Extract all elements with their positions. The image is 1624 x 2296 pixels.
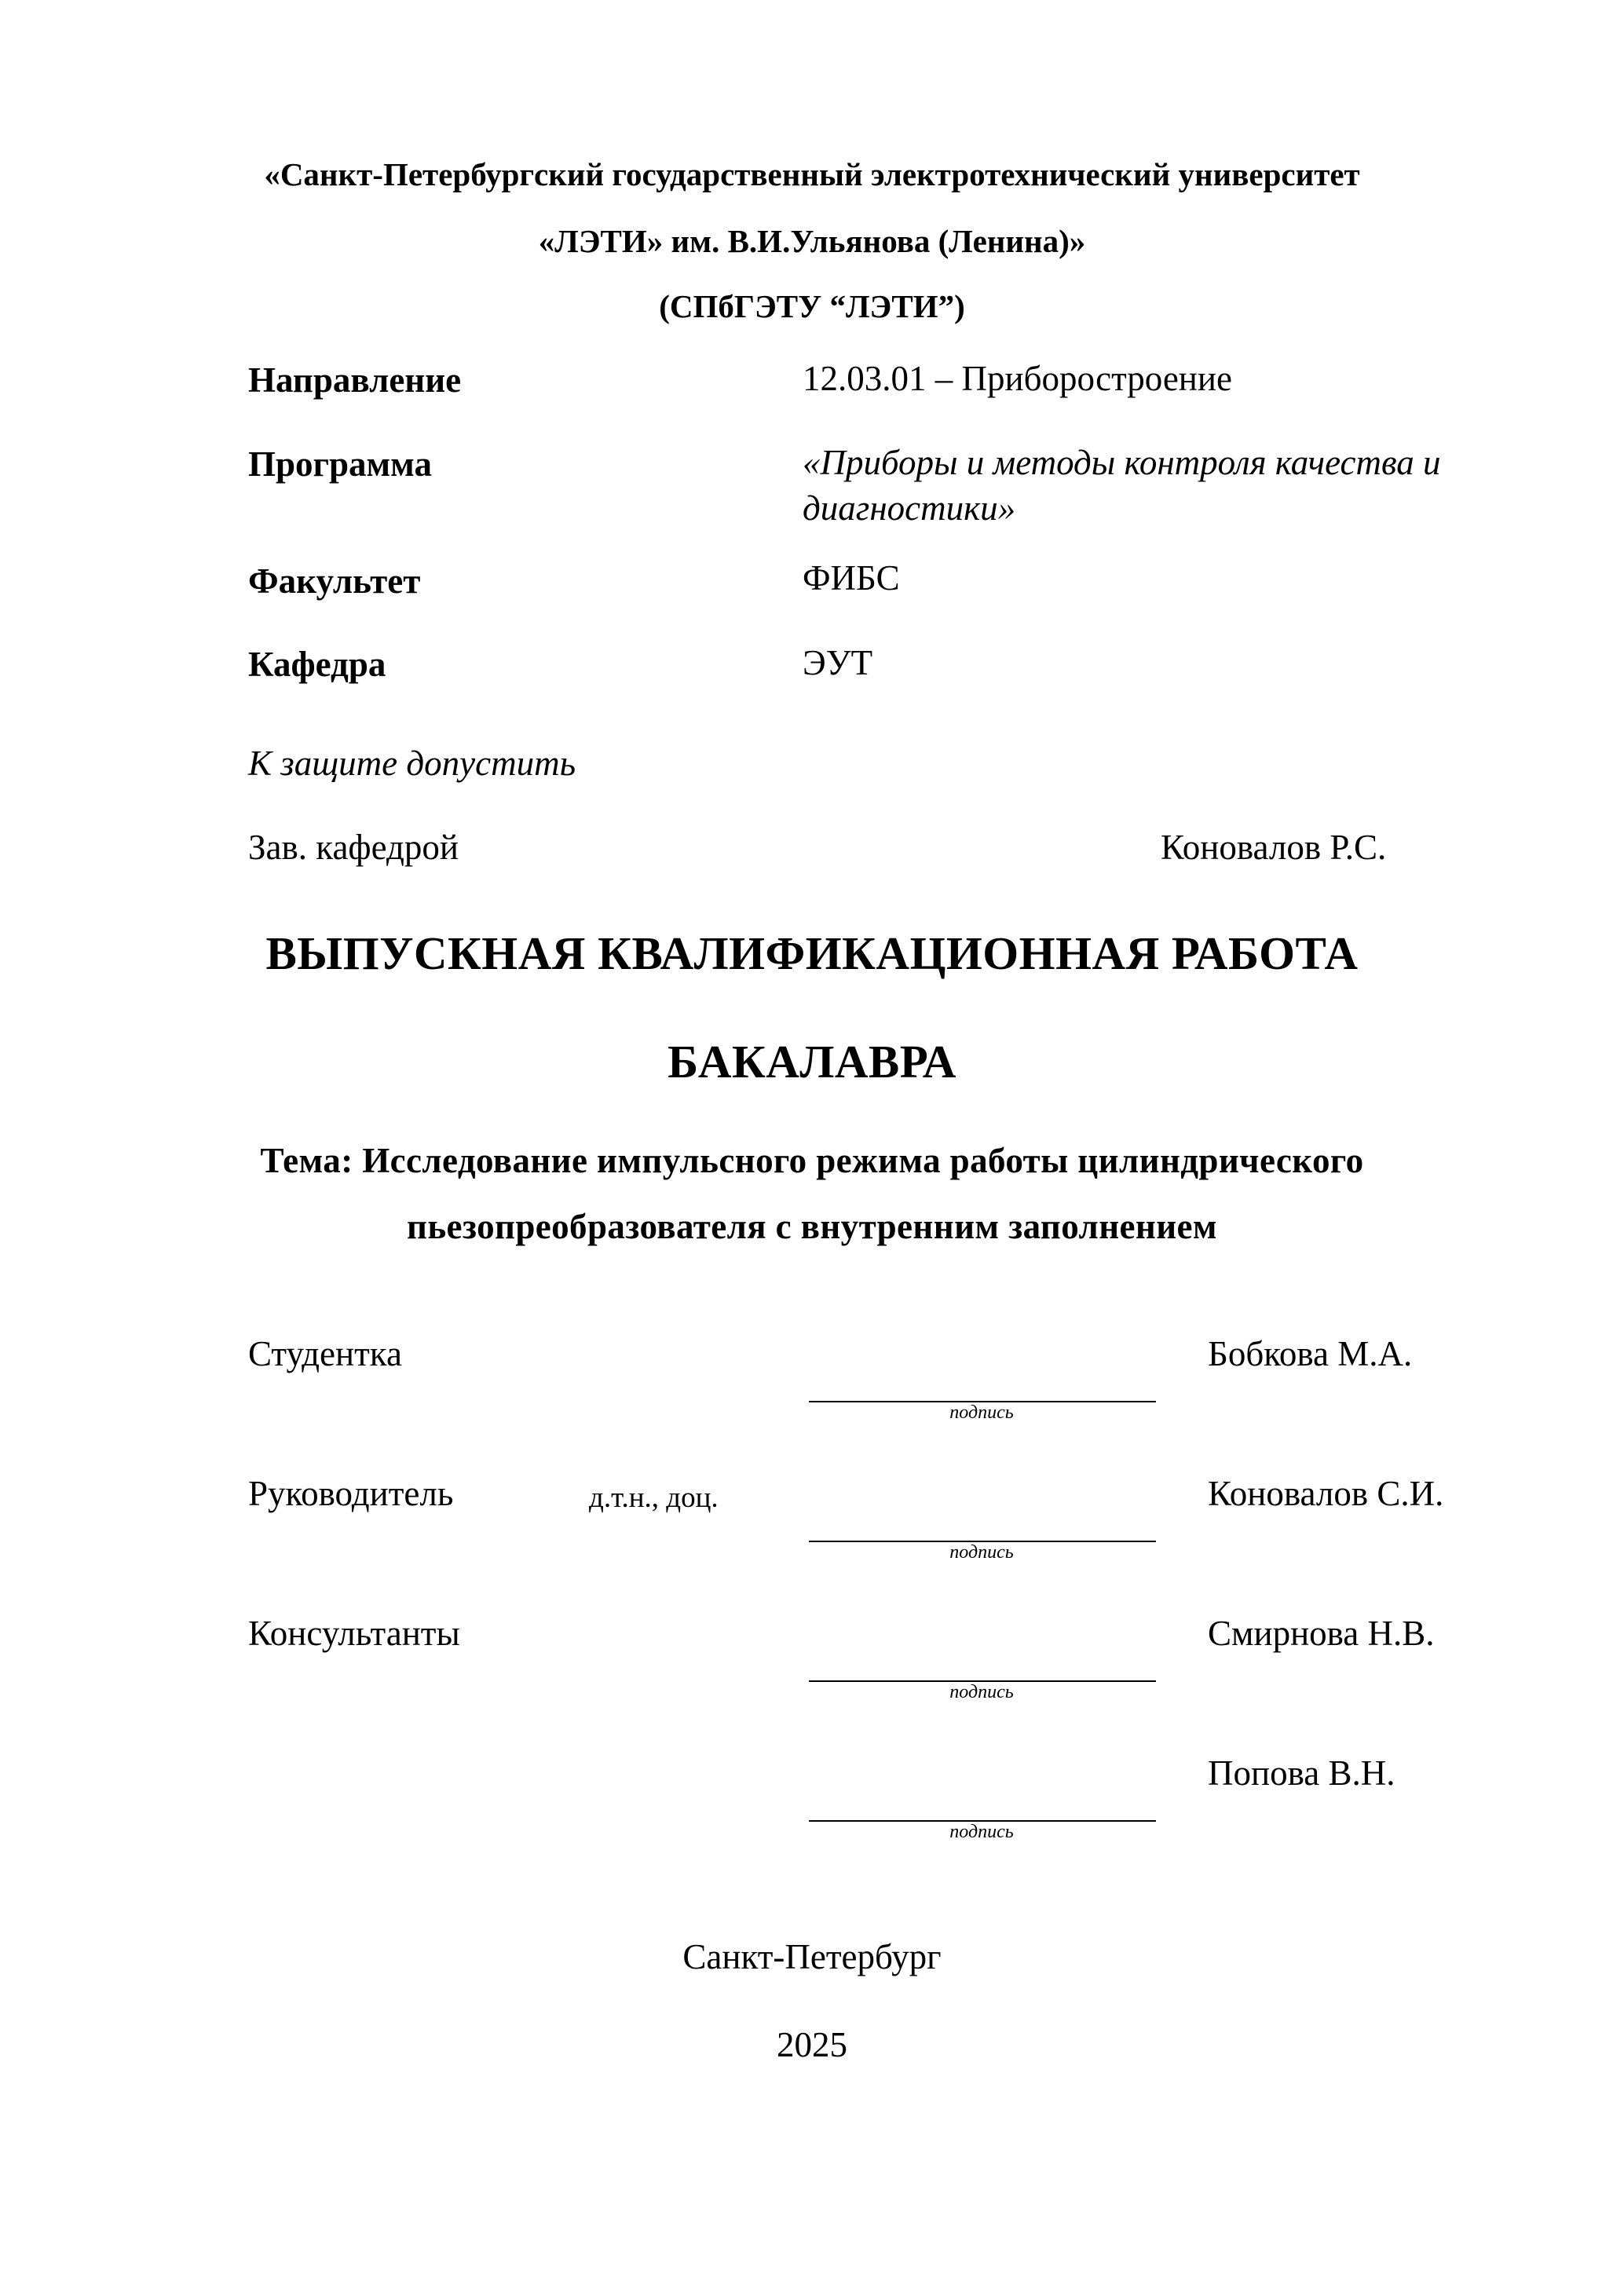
department-value: ЭУТ: [803, 643, 873, 682]
university-abbreviation: (СПбГЭТУ “ЛЭТИ”): [659, 288, 965, 324]
topic-line1: Тема: Исследование импульсного режима работы цилиндрического: [260, 1141, 1364, 1180]
consultant2-name: Попова В.Н.: [1208, 1753, 1395, 1793]
consultants-label: Консультанты: [248, 1614, 460, 1653]
consultant1-signature-caption: подпись: [949, 1682, 1014, 1702]
head-of-department-name: Коновалов Р.С.: [1161, 828, 1387, 867]
student-label: Студентка: [248, 1334, 402, 1373]
university-name-line2: «ЛЭТИ» им. В.И.Ульянова (Ленина)»: [538, 223, 1086, 259]
direction-label: Направление: [248, 360, 462, 400]
city: Санкт-Петербург: [682, 1937, 942, 1976]
program-value: «Приборы и методы контроля качества и диагностики»: [803, 443, 1441, 528]
student-name: Бобкова М.А.: [1208, 1334, 1413, 1373]
supervisor-signature-caption: подпись: [949, 1542, 1014, 1563]
student-signature-caption: подпись: [949, 1402, 1014, 1423]
head-of-department-label: Зав. кафедрой: [248, 828, 459, 867]
supervisor-degree: д.т.н., доц.: [589, 1482, 719, 1514]
direction-value: 12.03.01 – Приборостроение: [803, 359, 1232, 398]
admission-text: К защите допустить: [248, 744, 576, 783]
consultant1-name: Смирнова Н.В.: [1208, 1614, 1435, 1653]
work-title-line2: БАКАЛАВРА: [668, 1036, 956, 1088]
program-label: Программа: [248, 444, 432, 484]
supervisor-name: Коновалов С.И.: [1208, 1474, 1444, 1513]
work-title-line1: ВЫПУСКНАЯ КВАЛИФИКАЦИОННАЯ РАБОТА: [265, 927, 1359, 979]
topic-line2: пьезопреобразователя с внутренним заполнением: [407, 1207, 1217, 1246]
faculty-value: ФИБС: [803, 558, 900, 598]
department-label: Кафедра: [248, 645, 386, 684]
supervisor-label: Руководитель: [248, 1474, 454, 1513]
year: 2025: [777, 2025, 847, 2064]
university-name-line1: «Санкт-Петербургский государственный электротехнический университет: [264, 156, 1360, 192]
consultant2-signature-caption: подпись: [949, 1822, 1014, 1842]
faculty-label: Факультет: [248, 561, 421, 601]
